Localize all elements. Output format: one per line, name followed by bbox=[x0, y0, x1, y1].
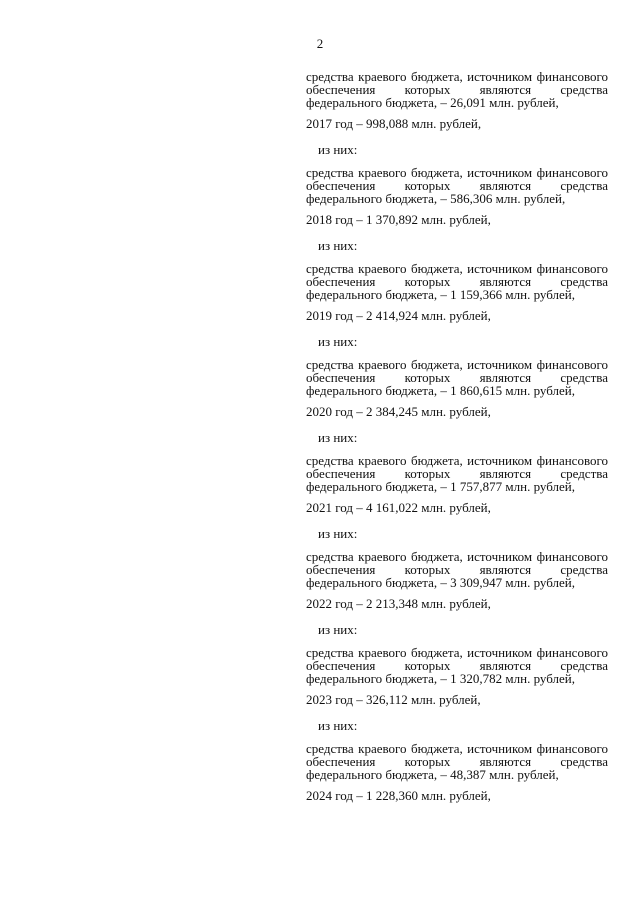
year-line: 2018 год – 1 370,892 млн. рублей, bbox=[306, 212, 491, 227]
sub-heading: из них: bbox=[318, 718, 358, 733]
year-line: 2017 год – 998,088 млн. рублей, bbox=[306, 116, 482, 131]
sub-heading: из них: bbox=[318, 430, 358, 445]
sub-heading: из них: bbox=[318, 334, 358, 349]
page-number: 2 bbox=[316, 36, 324, 51]
sub-heading: из них: bbox=[318, 238, 358, 253]
detail-paragraph: средства краевого бюджета, источником финансового обеспечения которых являются средства федерального бюджета, – 48,387 млн. рублей, bbox=[306, 741, 608, 782]
year-line: 2021 год – 4 161,022 млн. рублей, bbox=[306, 500, 491, 515]
sub-heading: из них: bbox=[318, 142, 358, 157]
intro-paragraph: средства краевого бюджета, источником финансового обеспечения которых являются средства федерального бюджета, – 26,091 млн. рублей, bbox=[306, 69, 608, 110]
year-block-2021 bbox=[306, 500, 608, 589]
detail-paragraph: средства краевого бюджета, источником финансового обеспечения которых являются средства федерального бюджета, – 1 320,782 млн. рублей, bbox=[306, 645, 608, 686]
detail-paragraph: средства краевого бюджета, источником финансового обеспечения которых являются средства федерального бюджета, – 3 309,947 млн. рублей, bbox=[306, 549, 608, 590]
year-block-2022 bbox=[306, 596, 608, 685]
sub-heading: из них: bbox=[318, 526, 358, 541]
final-year-line: 2024 год – 1 228,360 млн. рублей, bbox=[306, 788, 491, 803]
year-block-2020 bbox=[306, 404, 608, 493]
detail-paragraph: средства краевого бюджета, источником финансового обеспечения которых являются средства федерального бюджета, – 1 860,615 млн. рублей, bbox=[306, 357, 608, 398]
year-block-2023 bbox=[306, 692, 608, 781]
detail-paragraph: средства краевого бюджета, источником финансового обеспечения которых являются средства федерального бюджета, – 586,306 млн. рублей, bbox=[306, 165, 608, 206]
year-line: 2020 год – 2 384,245 млн. рублей, bbox=[306, 404, 491, 419]
sub-heading: из них: bbox=[318, 622, 358, 637]
year-line: 2019 год – 2 414,924 млн. рублей, bbox=[306, 308, 491, 323]
year-line: 2022 год – 2 213,348 млн. рублей, bbox=[306, 596, 491, 611]
year-block-2018 bbox=[306, 212, 608, 301]
detail-paragraph: средства краевого бюджета, источником финансового обеспечения которых являются средства федерального бюджета, – 1 757,877 млн. рублей, bbox=[306, 453, 608, 494]
document-body bbox=[306, 70, 608, 814]
year-line: 2023 год – 326,112 млн. рублей, bbox=[306, 692, 481, 707]
year-block-2019 bbox=[306, 308, 608, 397]
year-block-2017 bbox=[306, 116, 608, 205]
detail-paragraph: средства краевого бюджета, источником финансового обеспечения которых являются средства федерального бюджета, – 1 159,366 млн. рублей, bbox=[306, 261, 608, 302]
